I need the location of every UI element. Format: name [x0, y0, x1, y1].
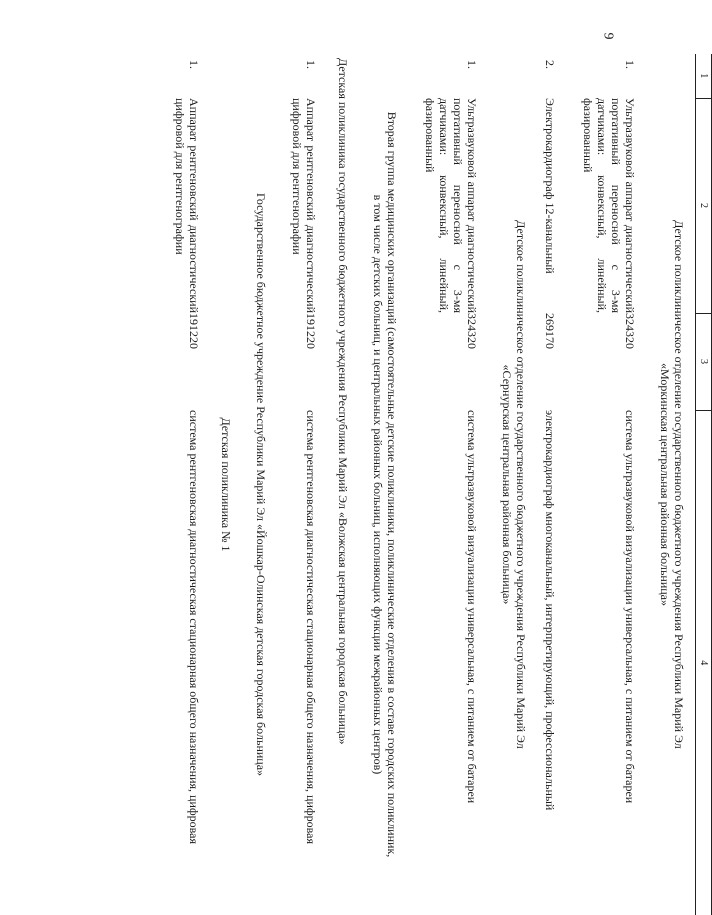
group-title-row: [359, 54, 408, 915]
equipment-code: 191220: [304, 313, 319, 349]
column-header: 1: [696, 54, 712, 98]
table-header-row: [696, 54, 712, 915]
row-number: 1.: [187, 60, 202, 69]
equipment-table: [164, 54, 712, 915]
section-title-row: [488, 54, 537, 915]
group-title-line: Вторая группа медицинских организаций (самостоятельные детские поликлиники, поликлинические отделения в составе городских поликлиник,: [384, 111, 399, 858]
equipment-description: электрокардиограф многоканальный, интерпретирующий, профессиональный: [542, 410, 557, 811]
equipment-description: система ультразвуковой визуализации универсальная, с питанием от батареи: [623, 410, 638, 804]
row-number: 1.: [464, 60, 479, 69]
section-title-row: [242, 54, 281, 915]
group-title: [359, 54, 408, 915]
equipment-description: система рентгеновская диагностическая стационарная общего назначения, цифровая: [304, 410, 319, 845]
equipment-name: Электрокардиограф 12-канальный: [542, 98, 557, 274]
row-number: 2.: [542, 60, 557, 69]
section-title-line: Детское поликлиническое отделение государственного бюджетного учреждения Республики Марий Эл: [513, 220, 528, 749]
equipment-name: Аппарат рентгеновский диагностический цифровой для рентгенографии: [173, 98, 202, 313]
equipment-description: система ультразвуковой визуализации универсальная, с питанием от батареи: [464, 410, 479, 804]
section-title-row: [646, 54, 695, 915]
equipment-name: Аппарат рентгеновский диагностический цифровой для рентгенографии: [290, 98, 319, 313]
column-header: 2: [696, 98, 712, 313]
group-title-line: в том числе детских больниц, и центральных районных больниц, исполняющих функции межрайонных центров): [370, 194, 385, 775]
equipment-code: 324320: [464, 313, 479, 349]
section-title-line: «Сернурская центральная районная больница»: [499, 364, 514, 605]
equipment-name: Ультразвуковой аппарат диагностический портативный переносной с 3-мя датчиками: конвексный, линейный, фазированный: [581, 98, 638, 313]
section-title-line: «Моркинская центральная районная больница»: [658, 362, 673, 607]
column-header: 4: [696, 410, 712, 915]
section-title: Государственное бюджетное учреждение Республики Марий Эл «Йошкар-Олинская детская городская больница»: [254, 192, 269, 777]
equipment-code: 324320: [623, 313, 638, 349]
equipment-code: 191220: [187, 313, 202, 349]
page-number: 9: [600, 32, 616, 40]
section-title-line: Детское поликлиническое отделение государственного бюджетного учреждения Республики Марий Эл: [672, 220, 686, 749]
column-header: 3: [696, 313, 712, 410]
row-number: 1.: [304, 60, 319, 69]
section-title-row: [327, 54, 359, 915]
table-row: [408, 54, 488, 915]
row-number: 1.: [623, 60, 638, 69]
table-row: [164, 54, 210, 915]
section-title: [488, 54, 537, 915]
table-row: [537, 54, 566, 915]
equipment-code: 269170: [542, 313, 557, 349]
section-title: Детская поликлиника государственного бюджетного учреждения Республики Марий Эл «Волжская центральная городская больница»: [335, 58, 350, 745]
equipment-description: система рентгеновская диагностическая стационарная общего назначения, цифровая: [187, 410, 202, 845]
table-row: [281, 54, 327, 915]
section-title: [646, 54, 695, 915]
subsection-title-row: [210, 54, 242, 915]
rotated-page-content: [164, 54, 712, 915]
subsection-title: Детская поликлиника № 1: [219, 417, 234, 552]
table-row: [566, 54, 646, 915]
equipment-name: Ультразвуковой аппарат диагностический портативный переносной с 3-мя датчиками: конвексный, линейный, фазированный: [423, 98, 479, 313]
